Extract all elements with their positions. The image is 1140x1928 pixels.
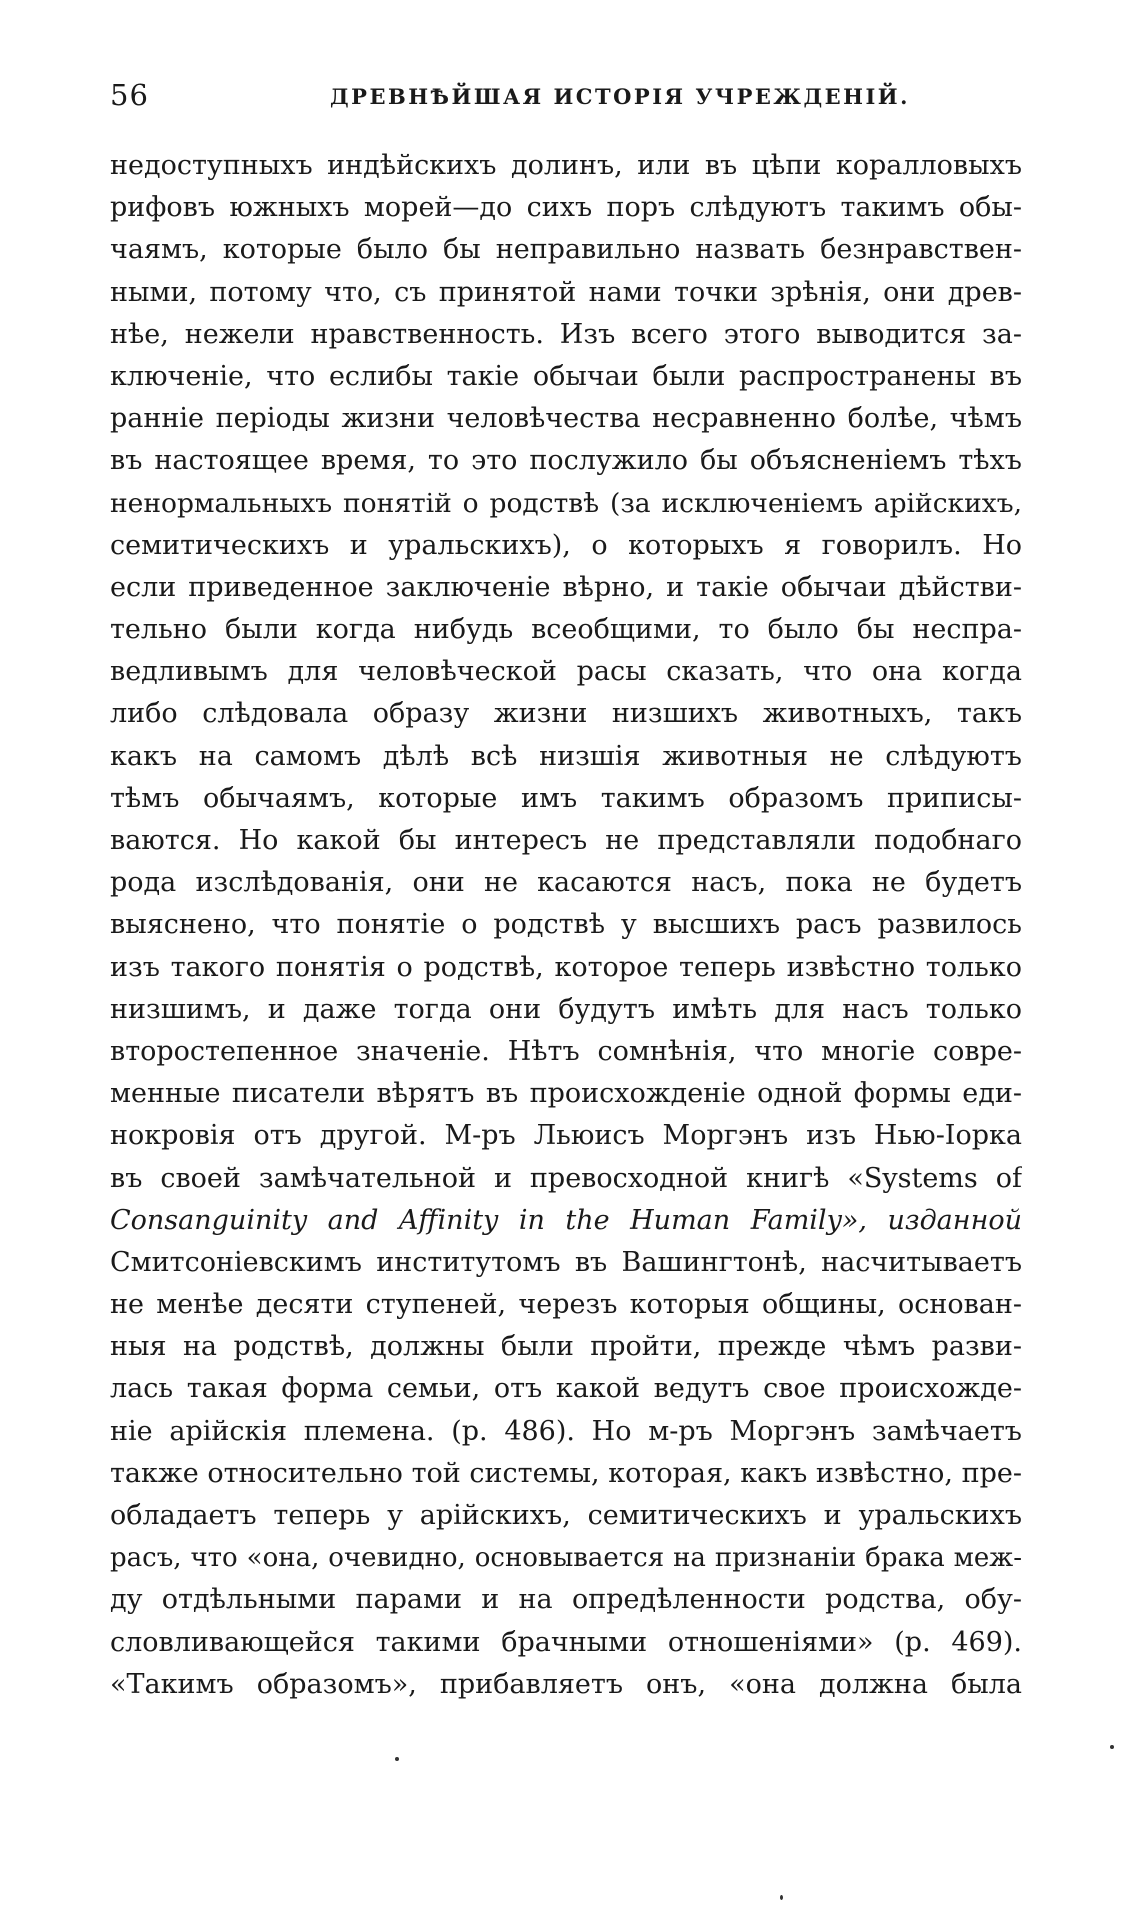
text-line: «Такимъ образомъ», прибавляетъ онъ, «она должна была (110, 1668, 1022, 1700)
text-line: не менѣе десяти ступеней, черезъ которыя общины, основан- (110, 1289, 1022, 1321)
text-line: ранніе періоды жизни человѣчества несравненно болѣе, чѣмъ (110, 403, 1022, 435)
text-line: Смитсоніевскимъ институтомъ въ Вашингтонѣ, насчитываетъ (110, 1246, 1022, 1278)
text-line: ныя на родствѣ, должны были пройти, прежде чѣмъ разви- (110, 1331, 1022, 1363)
text-line: расъ, что «она, очевидно, основывается на признаніи брака меж- (110, 1543, 1022, 1574)
page-header (110, 78, 1015, 118)
print-speck (395, 1757, 399, 1761)
text-line: изъ такого понятія о родствѣ, которое теперь извѣстно только (110, 951, 1022, 983)
text-line: ніе арійскія племена. (p. 486). Но м-ръ Моргэнъ замѣчаетъ (110, 1415, 1022, 1447)
print-speck (780, 1895, 783, 1900)
text-line: рода изслѣдованія, они не касаются насъ, пока не будетъ (110, 867, 1022, 899)
text-line: либо слѣдовала образу жизни низшихъ животныхъ, такъ (110, 698, 1022, 730)
text-line: ненормальныхъ понятій о родствѣ (за исключеніемъ арійскихъ, (110, 487, 1022, 519)
text-line: недоступныхъ индѣйскихъ долинъ, или въ цѣпи коралловыхъ (110, 150, 1022, 181)
print-speck (1110, 1745, 1114, 1749)
text-line: въ настоящее время, то это послужило бы объясненіемъ тѣхъ (110, 445, 1022, 477)
text-line: также относительно той системы, которая, какъ извѣстно, пре- (110, 1457, 1022, 1489)
text-line: ду отдѣльными парами и на опредѣленности родства, обу- (110, 1584, 1022, 1616)
text-line: семитическихъ и уральскихъ), о которыхъ я говорилъ. Но (110, 529, 1022, 561)
text-line: словливающейся такими брачными отношеніями» (p. 469). (110, 1626, 1022, 1658)
text-line: второстепенное значеніе. Нѣтъ сомнѣнія, что многіе совре- (110, 1035, 1022, 1067)
text-line: нокровія отъ другой. М-ръ Льюисъ Моргэнъ изъ Нью-Іорка (110, 1120, 1022, 1152)
text-line: ведливымъ для человѣческой расы сказать, что она когда (110, 656, 1022, 688)
text-line: если приведенное заключеніе вѣрно, и такіе обычаи дѣйстви- (110, 571, 1022, 603)
text-line: тѣмъ обычаямъ, которые имъ такимъ образомъ приписы- (110, 782, 1022, 814)
text-line: Consanguinity and Affinity in the Human Family», изданной (110, 1204, 1022, 1236)
text-line: ными, потому что, съ принятой нами точки зрѣнія, они древ- (110, 276, 1022, 308)
running-head: ДРЕВНѢЙШАЯ ИСТОРІЯ УЧРЕЖДЕНІЙ. (330, 84, 910, 109)
text-line: въ своей замѣчательной и превосходной книгѣ «Systems of (110, 1162, 1022, 1194)
text-line: рифовъ южныхъ морей—до сихъ поръ слѣдуютъ такимъ обы- (110, 192, 1022, 224)
text-line: ключеніе, что еслибы такіе обычаи были распространены въ (110, 360, 1022, 392)
text-line: выяснено, что понятіе о родствѣ у высшихъ расъ развилось (110, 909, 1022, 941)
text-line: чаямъ, которые было бы неправильно назвать безнравствен- (110, 234, 1022, 266)
text-line: тельно были когда нибудь всеобщими, то было бы неспра- (110, 614, 1022, 646)
text-line: менные писатели вѣрятъ въ происхожденіе одной формы еди- (110, 1078, 1022, 1110)
text-line: какъ на самомъ дѣлѣ всѣ низшія животныя не слѣдуютъ (110, 740, 1022, 772)
text-line: низшимъ, и даже тогда они будутъ имѣть для насъ только (110, 993, 1022, 1025)
text-line: ваются. Но какой бы интересъ не представляли подобнаго (110, 825, 1022, 856)
text-line: нѣе, нежели нравственность. Изъ всего этого выводится за- (110, 318, 1022, 350)
body-text (110, 145, 1022, 1706)
page-number: 56 (110, 78, 149, 112)
text-line: лась такая форма семьи, отъ какой ведутъ свое происхожде- (110, 1373, 1022, 1405)
text-line: обладаетъ теперь у арійскихъ, семитическихъ и уральскихъ (110, 1500, 1022, 1531)
